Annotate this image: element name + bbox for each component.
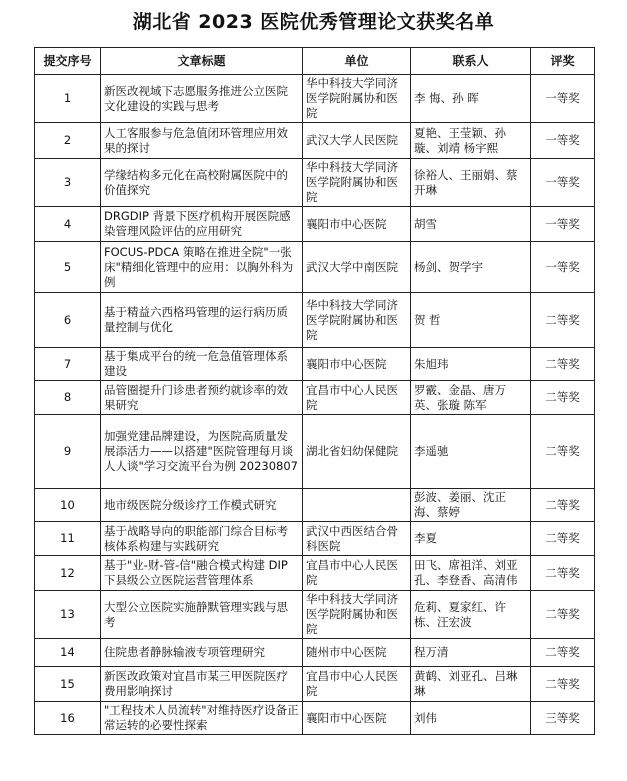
cell-title: 学缘结构多元化在高校附属医院中的价值探究 (101, 159, 303, 207)
header-unit: 单位 (303, 48, 411, 75)
header-no: 提交序号 (35, 48, 101, 75)
cell-contact: 田飞、席祖洋、刘亚孔、李登香、高清伟 (411, 556, 531, 591)
cell-title: "工程技术人员流转"对维持医疗设备正常运转的必要性探索 (101, 702, 303, 735)
cell-title: 品管圈提升门诊患者预约就诊率的效果研究 (101, 381, 303, 415)
cell-award: 一等奖 (531, 207, 595, 242)
table-row (35, 591, 595, 639)
cell-unit: 襄阳市中心医院 (303, 348, 411, 381)
cell-contact: 贺 哲 (411, 293, 531, 348)
cell-unit: 武汉大学人民医院 (303, 123, 411, 159)
header-contact: 联系人 (411, 48, 531, 75)
cell-award: 一等奖 (531, 242, 595, 293)
cell-unit: 襄阳市中心医院 (303, 702, 411, 735)
cell-award: 二等奖 (531, 293, 595, 348)
cell-title: 新医改政策对宜昌市某三甲医院医疗费用影响探讨 (101, 667, 303, 702)
cell-award: 二等奖 (531, 348, 595, 381)
cell-award: 一等奖 (531, 159, 595, 207)
table-row (35, 293, 595, 348)
cell-title: DRGDIP 背景下医疗机构开展医院感染管理风险评估的应用研究 (101, 207, 303, 242)
table-row (35, 75, 595, 123)
cell-unit (303, 489, 411, 522)
cell-unit: 华中科技大学同济医学院附属协和医院 (303, 293, 411, 348)
cell-award: 二等奖 (531, 489, 595, 522)
cell-no: 10 (35, 489, 101, 522)
cell-award: 二等奖 (531, 667, 595, 702)
cell-award: 三等奖 (531, 702, 595, 735)
cell-title: 基于战略导向的职能部门综合目标考核体系构建与实践研究 (101, 522, 303, 556)
cell-unit: 湖北省妇幼保健院 (303, 415, 411, 489)
cell-title: 加强党建品牌建设，为医院高质量发展添活力——以搭建"医院管理每月谈人人谈"学习交流平台为例 20230807 (101, 415, 303, 489)
cell-no: 9 (35, 415, 101, 489)
table-header-row (35, 48, 595, 75)
cell-no: 16 (35, 702, 101, 735)
cell-no: 15 (35, 667, 101, 702)
cell-award: 二等奖 (531, 591, 595, 639)
table-row (35, 242, 595, 293)
cell-no: 1 (35, 75, 101, 123)
cell-contact: 胡雪 (411, 207, 531, 242)
document-title: 湖北省 2023 医院优秀管理论文获奖名单 (132, 11, 495, 33)
cell-unit: 华中科技大学同济医学院附属协和医院 (303, 591, 411, 639)
table-row (35, 489, 595, 522)
table-row (35, 207, 595, 242)
cell-title: 新医改视域下志愿服务推进公立医院文化建设的实践与思考 (101, 75, 303, 123)
cell-award: 一等奖 (531, 75, 595, 123)
cell-contact: 杨剑、贺学宇 (411, 242, 531, 293)
cell-unit: 宜昌市中心人民医院 (303, 667, 411, 702)
table-row (35, 667, 595, 702)
cell-no: 7 (35, 348, 101, 381)
cell-unit: 宜昌市中心人民医院 (303, 381, 411, 415)
cell-contact: 李夏 (411, 522, 531, 556)
cell-award: 二等奖 (531, 381, 595, 415)
table-row (35, 381, 595, 415)
cell-no: 11 (35, 522, 101, 556)
cell-unit: 武汉中西医结合骨科医院 (303, 522, 411, 556)
cell-contact: 朱旭玮 (411, 348, 531, 381)
table-row (35, 556, 595, 591)
cell-award: 二等奖 (531, 522, 595, 556)
cell-contact: 徐裕人、王丽娟、蔡开琳 (411, 159, 531, 207)
cell-contact: 刘伟 (411, 702, 531, 735)
cell-no: 8 (35, 381, 101, 415)
cell-title: 大型公立医院实施静默管理实践与思考 (101, 591, 303, 639)
cell-contact: 彭波、姜丽、沈正海、蔡婷 (411, 489, 531, 522)
cell-award: 一等奖 (531, 123, 595, 159)
cell-award: 二等奖 (531, 556, 595, 591)
cell-contact: 危莉、夏家红、许栋、汪宏波 (411, 591, 531, 639)
table-body (35, 75, 595, 735)
cell-contact: 罗霰、金晶、唐万英、张璇 陈军 (411, 381, 531, 415)
cell-title: 基于"业-财-管-信"融合模式构建 DIP 下县级公立医院运营管理体系 (101, 556, 303, 591)
cell-title: 住院患者静脉输液专项管理研究 (101, 639, 303, 667)
cell-no: 12 (35, 556, 101, 591)
cell-contact: 程万清 (411, 639, 531, 667)
cell-no: 2 (35, 123, 101, 159)
cell-unit: 华中科技大学同济医学院附属协和医院 (303, 75, 411, 123)
cell-no: 14 (35, 639, 101, 667)
cell-contact: 夏艳、王莹颖、孙璇、刘靖 杨宇熙 (411, 123, 531, 159)
table-row (35, 702, 595, 735)
table-row (35, 159, 595, 207)
cell-award: 二等奖 (531, 415, 595, 489)
table-row (35, 348, 595, 381)
table-row (35, 639, 595, 667)
table-row (35, 522, 595, 556)
cell-no: 4 (35, 207, 101, 242)
cell-contact: 黄鹤、刘亚孔、吕琳琳 (411, 667, 531, 702)
award-table (34, 47, 595, 735)
cell-title: FOCUS-PDCA 策略在推进全院"一张床"精细化管理中的应用：以胸外科为例 (101, 242, 303, 293)
cell-unit: 随州市中心医院 (303, 639, 411, 667)
cell-title: 地市级医院分级诊疗工作模式研究 (101, 489, 303, 522)
cell-contact: 李 悔、孙 晖 (411, 75, 531, 123)
cell-unit: 襄阳市中心医院 (303, 207, 411, 242)
cell-title: 基于精益六西格玛管理的运行病历质量控制与优化 (101, 293, 303, 348)
header-award: 评奖 (531, 48, 595, 75)
cell-award: 二等奖 (531, 639, 595, 667)
cell-title: 基于集成平台的统一危急值管理体系建设 (101, 348, 303, 381)
cell-contact: 李遥驰 (411, 415, 531, 489)
cell-no: 13 (35, 591, 101, 639)
cell-unit: 华中科技大学同济医学院附属协和医院 (303, 159, 411, 207)
cell-no: 6 (35, 293, 101, 348)
cell-unit: 宜昌市中心人民医院 (303, 556, 411, 591)
cell-no: 3 (35, 159, 101, 207)
table-row (35, 415, 595, 489)
header-title: 文章标题 (101, 48, 303, 75)
cell-unit: 武汉大学中南医院 (303, 242, 411, 293)
table-row (35, 123, 595, 159)
cell-title: 人工客服参与危急值闭环管理应用效果的探讨 (101, 123, 303, 159)
cell-no: 5 (35, 242, 101, 293)
